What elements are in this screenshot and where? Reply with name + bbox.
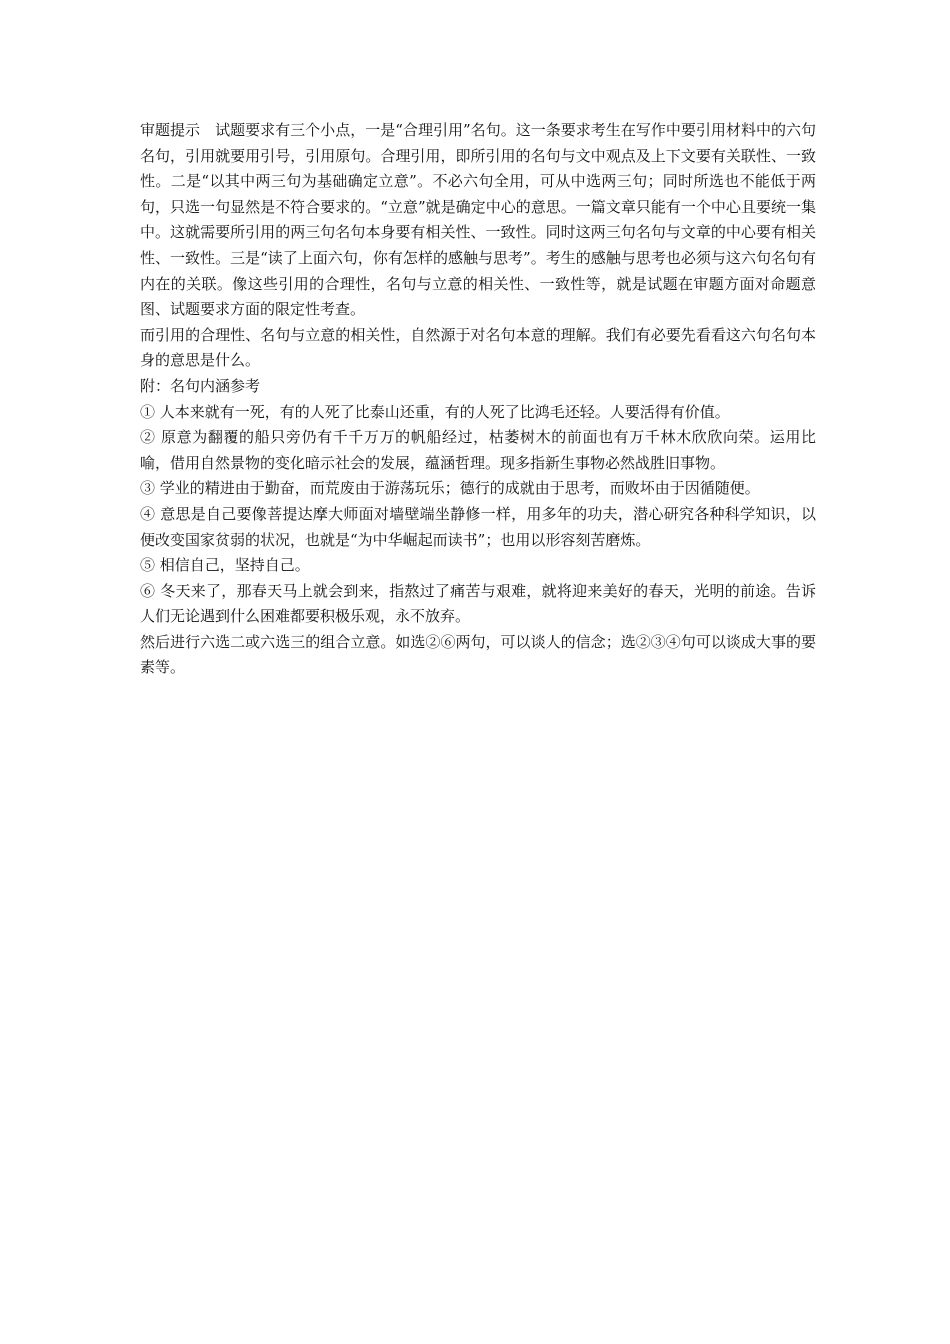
quote-meaning-item-6: ⑥ 冬天来了，那春天马上就会到来，指熬过了痛苦与艰难，就将迎来美好的春天，光明的前途。告诉人们无论遇到什么困难都要积极乐观，永不放弃。 [140,581,816,626]
quote-meaning-item-1: ① 人本来就有一死，有的人死了比泰山还重，有的人死了比鸿毛还轻。人要活得有价值。 [140,402,730,421]
quote-meaning-item-2: ② 原意为翻覆的船只旁仍有千千万万的帆船经过，枯萎树木的前面也有万千林木欣欣向荣。运用比喻，借用自然景物的变化暗示社会的发展，蕴涵哲理。现多指新生事物必然战胜旧事物。 [140,428,816,472]
appendix-title: 附：名句内涵参考 [140,376,261,395]
conclusion-paragraph: 然后进行六选二或六选三的组合立意。如选②⑥两句，可以谈人的信念；选②③④句可以谈成大事的要素等。 [140,632,816,677]
quote-meaning-item-4: ④ 意思是自己要像菩提达摩大师面对墙壁端坐静修一样，用多年的功夫，潜心研究各种科学知识，以便改变国家贫弱的状况，也就是“为中华崛起而读书”；也用以形容刻苦磨炼。 [140,504,816,549]
document-body [140,118,816,681]
intro-paragraph: 审题提示 试题要求有三个小点，一是“合理引用”名句。这一条要求考生在写作中要引用材料中的六句名句，引用就要用引号，引用原句。合理引用，即所引用的名句与文中观点及上下文要有关联性、一致性。二是“以其中两三句为基础确定立意”。不必六句全用，可从中选两三句；同时所选也不能低于两句，只选一句显然是不符合要求的。“立意”就是确定中心的意思。一篇文章只能有一个中心且要统一集中。这就需要所引用的两三句名句本身要有相关性、一致性。同时这两三句名句与文章的中心要有相关性、一致性。三是“读了上面六句，你有怎样的感触与思考”。考生的感触与思考也必须与这六句名句有内在的关联。像这些引用的合理性，名句与立意的相关性、一致性等，就是试题在审题方面对命题意图、试题要求方面的限定性考查。 [140,121,816,319]
quote-meaning-item-5: ⑤ 相信自己，坚持自己。 [140,556,310,575]
quote-meaning-item-3: ③ 学业的精进由于勤奋，而荒废由于游荡玩乐；德行的成就由于思考，而败坏由于因循随便。 [140,479,760,498]
understanding-paragraph: 而引用的合理性、名句与立意的相关性，自然源于对名句本意的理解。我们有必要先看看这六句名句本身的意思是什么。 [140,325,816,370]
